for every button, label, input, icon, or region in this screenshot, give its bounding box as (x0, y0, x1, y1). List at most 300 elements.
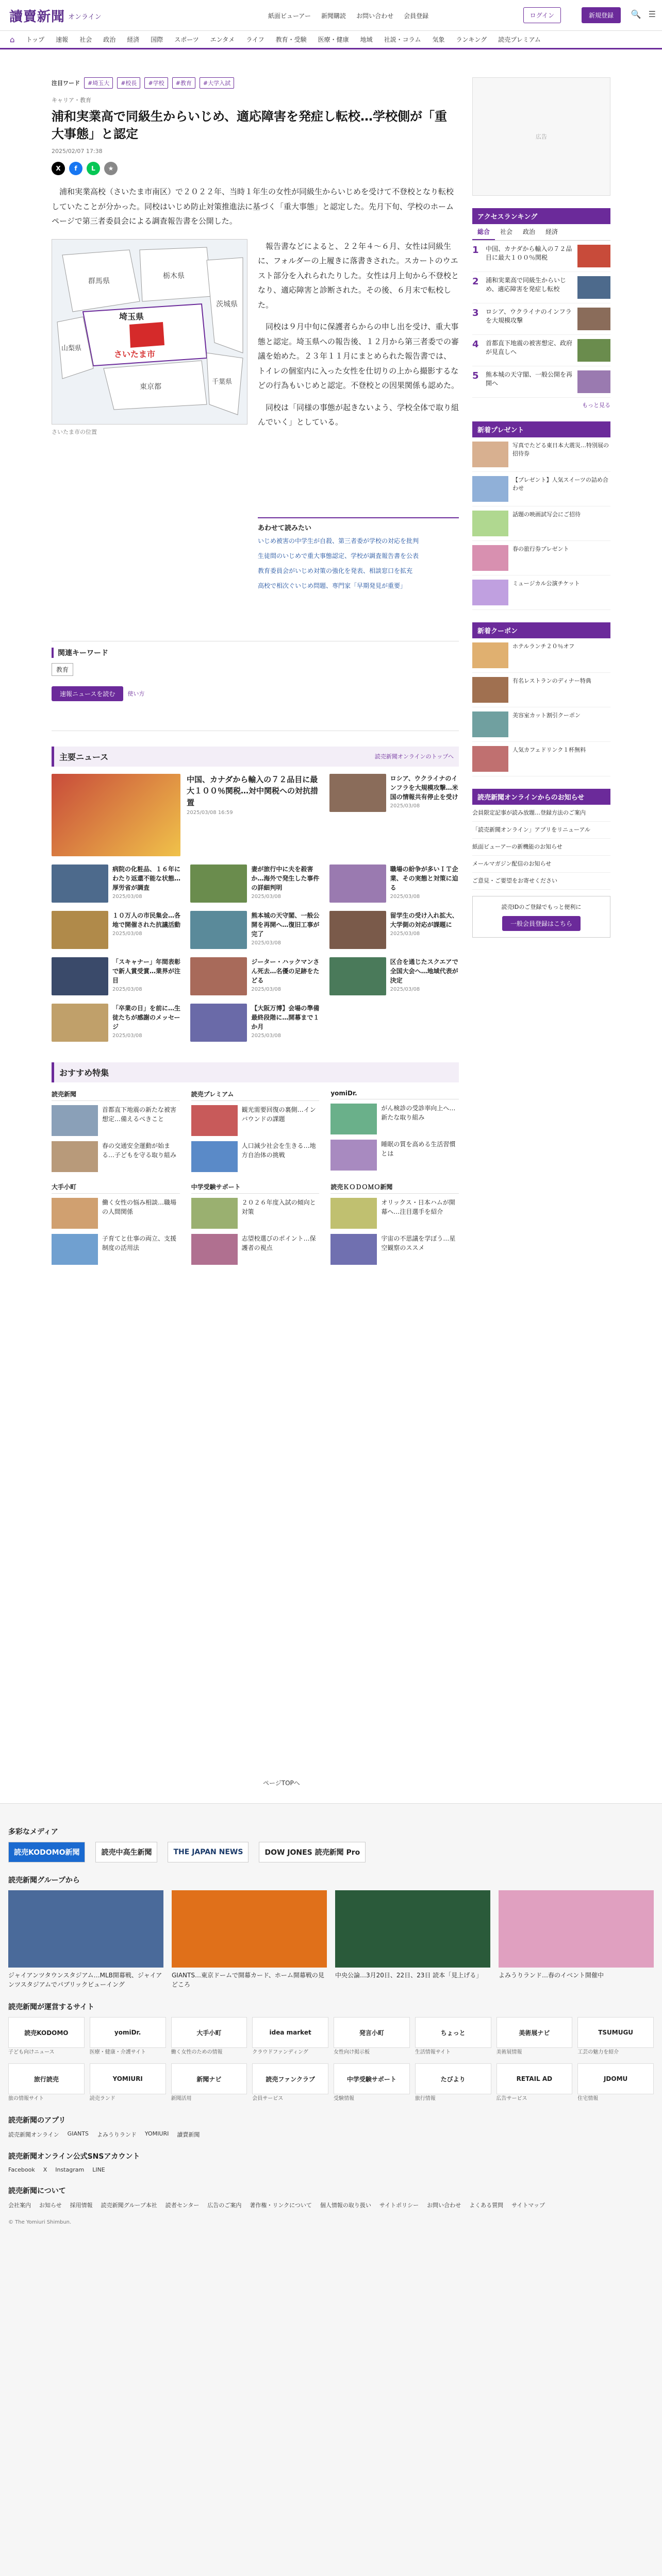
media-logo[interactable]: THE JAPAN NEWS (168, 1842, 249, 1862)
footer-link[interactable]: 読売新聞グループ本社 (101, 2202, 157, 2209)
service-logo: TSUMUGU (577, 2017, 654, 2048)
present-text: 写真でたどる東日本大震災…特別展の招待券 (512, 442, 609, 457)
service-card[interactable] (415, 2017, 491, 2056)
tag-link[interactable]: #埼玉大 (84, 77, 113, 89)
media-title: 多彩なメディア (8, 1828, 58, 1836)
site-logo-sub: オンライン (68, 13, 102, 21)
map-label: 東京都 (140, 382, 161, 391)
rank-thumbnail (577, 339, 610, 362)
keyword-title: 関連キーワード (52, 648, 459, 658)
news-title: ロシア、ウクライナのインフラを大規模攻撃…米国の情報共有停止を受け (390, 774, 458, 801)
map-label: 栃木県 (163, 272, 185, 280)
recommend-item[interactable] (191, 1234, 320, 1265)
coupon-thumbnail (472, 677, 508, 703)
recommend-thumbnail (330, 1198, 377, 1229)
present-text: ミュージカル公演チケット (512, 580, 580, 587)
service-desc: 住宅情報 (577, 2096, 599, 2102)
service-desc: 新聞活用 (171, 2096, 192, 2102)
recommend-category (191, 1090, 320, 1172)
main-news-header (52, 747, 459, 767)
info-block (472, 789, 610, 938)
recommend-category (191, 1182, 320, 1265)
ranking-more-link[interactable]: もっと見る (582, 402, 610, 409)
facebook-share-icon[interactable]: f (69, 162, 82, 175)
media-logo[interactable]: 読売KODOMO新聞 (8, 1842, 85, 1862)
recommend-item[interactable] (52, 1141, 180, 1172)
line-link[interactable]: LINE (92, 2166, 105, 2173)
nav-item[interactable]: ライフ (246, 36, 264, 43)
x-link[interactable]: X (43, 2166, 47, 2173)
service-desc: 医療・健康・介護サイト (89, 2049, 146, 2055)
service-logo: 中学受験サポート (334, 2063, 410, 2094)
news-card[interactable] (190, 865, 320, 903)
recommend-thumbnail (191, 1105, 238, 1136)
present-text: 春の旅行券プレゼント (512, 546, 569, 552)
service-desc: 美術展情報 (496, 2049, 522, 2055)
service-logo: 旅行読売 (8, 2063, 85, 2094)
app-link[interactable]: YOMIURI (144, 2130, 169, 2137)
register-button[interactable]: 新規登録 (582, 7, 621, 23)
service-desc: 工芸の魅力を紹介 (577, 2049, 619, 2055)
nav-item[interactable]: 教育・受験 (275, 36, 307, 43)
recommend-title: 春の交通安全運動が始まる…子どもを守る取り組み (102, 1142, 177, 1159)
service-logo: yomiDr. (90, 2017, 166, 2048)
apps-title: 読売新聞のアプリ (8, 2116, 66, 2125)
service-card[interactable] (252, 2017, 328, 2056)
info-item[interactable] (472, 805, 610, 822)
recommend-category-name[interactable]: 読売ＫＯＤＯＭＯ新聞 (330, 1182, 459, 1194)
article-paragraph: 報告書などによると、２２年４〜６月、女性は同級生に、フォルダーの上履きに落書きされた。スカートのウエスト部分を入れられたりした。女性は月上旬から不登校となり、適応障害と診断された。その後、６月末で転校した。 (258, 241, 459, 310)
service-desc: 会員サービス (252, 2096, 284, 2102)
nav-item[interactable]: 医療・健康 (318, 36, 349, 43)
services-grid (8, 2017, 654, 2103)
news-thumbnail (329, 865, 386, 903)
nav-item[interactable]: 社会 (79, 36, 92, 43)
ranking-item[interactable] (472, 335, 610, 366)
service-desc: 旅行情報 (415, 2096, 436, 2102)
service-logo: 発言小町 (334, 2017, 410, 2048)
nav-item[interactable]: 政治 (103, 36, 116, 43)
map-label: さいたま市 (114, 349, 156, 359)
group-caption: 中央公論…3月20日、22日、23日 読本「見上げる」 (335, 1972, 483, 1979)
footer-link[interactable]: 会社案内 (8, 2202, 31, 2209)
site-logo[interactable]: 讀賣新聞 (9, 9, 65, 25)
map-label: 山梨県 (61, 344, 82, 352)
recommend-item[interactable] (330, 1140, 459, 1171)
share-buttons (52, 162, 459, 175)
ranking-block (472, 208, 610, 409)
news-card[interactable] (190, 1004, 320, 1042)
present-item[interactable] (472, 472, 610, 506)
news-thumbnail (329, 774, 386, 812)
news-time: 2025/03/08 (390, 803, 420, 809)
header-link[interactable]: 会員登録 (404, 12, 429, 20)
instagram-link[interactable]: Instagram (55, 2166, 85, 2173)
recommend-thumbnail (330, 1104, 377, 1134)
nav-item[interactable]: 地域 (360, 36, 373, 43)
service-desc: 広告サービス (496, 2096, 527, 2102)
sns-row (8, 2166, 654, 2173)
news-time: 2025/03/08 (251, 1032, 281, 1039)
breadcrumb[interactable]: キャリア・教育 (52, 97, 91, 104)
nav-item[interactable]: 国際 (151, 36, 163, 43)
news-card[interactable] (190, 957, 320, 995)
apps-row (8, 2130, 654, 2139)
nav-item[interactable]: 社説・コラム (384, 36, 421, 43)
facebook-link[interactable]: Facebook (8, 2166, 35, 2173)
menu-icon[interactable]: ☰ (648, 9, 656, 19)
news-time: 2025/03/08 16:59 (187, 810, 233, 816)
service-card[interactable] (577, 2063, 654, 2103)
service-card[interactable] (334, 2017, 410, 2056)
service-card[interactable] (415, 2063, 491, 2103)
ranking-title: アクセスランキング (472, 208, 610, 224)
recommend-title: オリックス・日本ハムが開幕へ…注目選手を紹介 (381, 1198, 455, 1215)
recommend-item[interactable] (52, 1234, 180, 1265)
ranking-item[interactable] (472, 272, 610, 303)
rank-title: ロシア、ウクライナのインフラを大規模攻撃 (486, 308, 572, 325)
section-title: 主要ニュース (59, 752, 109, 762)
recommend-category (52, 1090, 180, 1172)
service-card[interactable] (171, 2017, 247, 2056)
service-card[interactable] (496, 2063, 573, 2103)
global-nav (0, 31, 662, 49)
footer-link[interactable]: 広告のご案内 (207, 2202, 242, 2209)
ranking-tab[interactable]: 総合 (472, 224, 495, 240)
recommend-title: 志望校選びのポイント…保護者の視点 (241, 1234, 316, 1251)
news-thumbnail (190, 1004, 247, 1042)
coupon-block (472, 622, 610, 776)
group-grid (8, 1890, 654, 1989)
app-link[interactable]: 読売新聞オンライン (8, 2131, 59, 2138)
present-item[interactable] (472, 575, 610, 610)
breaking-news-button[interactable]: 速報ニュースを読む (52, 686, 123, 701)
recommend-thumbnail (330, 1234, 377, 1265)
site-header (0, 0, 662, 31)
recommend-item[interactable] (330, 1104, 459, 1134)
rank-title: 首都直下地震の被害想定、政府が見直しへ (486, 340, 573, 356)
nav-item[interactable]: エンタメ (210, 36, 235, 43)
group-thumbnail (172, 1890, 327, 1968)
about-title: 読売新聞について (8, 2187, 66, 2195)
main-column (52, 77, 459, 1265)
ranking-item[interactable] (472, 241, 610, 272)
service-card[interactable] (577, 2017, 654, 2056)
present-item[interactable] (472, 541, 610, 575)
recommend-item[interactable] (191, 1198, 320, 1229)
coupon-item[interactable] (472, 673, 610, 707)
rank-number: 5 (472, 370, 479, 381)
map-graphic (52, 240, 247, 424)
service-logo: JDOMU (577, 2063, 654, 2094)
news-card[interactable] (329, 957, 459, 995)
recommend-item[interactable] (191, 1105, 320, 1136)
coupon-thumbnail (472, 746, 508, 772)
ranking-tab[interactable]: 政治 (523, 228, 536, 235)
news-time: 2025/03/08 (251, 893, 281, 900)
group-card[interactable] (172, 1890, 327, 1989)
news-title: 熊本城の天守閣、一般公開を再開へ…復旧工事が完了 (251, 911, 320, 938)
map-label: 埼玉県 (119, 311, 144, 321)
info-text: 「読売新聞オンライン」アプリをリニューアル (472, 826, 591, 833)
service-card[interactable] (496, 2017, 573, 2056)
news-card[interactable] (52, 911, 181, 949)
info-item[interactable] (472, 839, 610, 856)
article-text (258, 239, 459, 437)
recommend-title: 睡眠の質を高める生活習慣とは (381, 1140, 456, 1157)
news-card[interactable] (52, 957, 181, 995)
news-card[interactable] (52, 1004, 181, 1042)
service-logo: ちょっと (415, 2017, 491, 2048)
home-icon[interactable]: ⌂ (10, 35, 15, 44)
group-thumbnail (8, 1890, 163, 1968)
service-card[interactable] (334, 2063, 410, 2103)
news-thumbnail (329, 957, 386, 995)
coupon-text: ホテルランチ２０％オフ (512, 643, 575, 650)
rank-title: 中国、カナダから輸入の７２品目に最大１００％関税 (486, 245, 572, 262)
news-title: 「スキャナー」年間表彰で新人賞受賞…業界が注目 (112, 958, 181, 984)
ranking-item[interactable] (472, 366, 610, 398)
page-top-link[interactable]: ページTOPへ (263, 1780, 300, 1787)
nav-item[interactable]: 経済 (127, 36, 140, 43)
footer-link[interactable]: サイトポリシー (379, 2202, 419, 2209)
id-register-text: 読売IDのご登録でもっと便利に (501, 903, 582, 910)
recommend-item[interactable] (330, 1234, 459, 1265)
service-desc: クラウドファンディング (252, 2049, 308, 2055)
app-link[interactable]: GIANTS (67, 2130, 89, 2137)
location-map (52, 239, 247, 425)
recommend-item[interactable] (330, 1198, 459, 1229)
recommend-title: 子育てと仕事の両立、支援制度の活用法 (102, 1234, 177, 1251)
present-item[interactable] (472, 437, 610, 472)
news-card-featured[interactable] (52, 774, 320, 856)
recommend-item[interactable] (52, 1198, 180, 1229)
feature-block (52, 774, 320, 856)
recommend-category-name[interactable]: 読売プレミアム (191, 1090, 320, 1101)
rank-number: 1 (472, 245, 479, 256)
map-caption: さいたま市の位置 (52, 428, 97, 435)
service-card[interactable] (252, 2063, 328, 2103)
x-share-icon[interactable]: X (52, 162, 65, 175)
article-lead: 浦和実業高校（さいたま市南区）で２０２２年、当時１年生の女性が同級生からいじめを受けて不登校となり転校していたことが分かった。同校はいじめ防止対策推進法に基づく「重大事態」と認定した。先月下旬、学校のホームページで第三者委員会による調査報告書を公開した。 (52, 187, 454, 226)
service-card[interactable] (90, 2017, 166, 2056)
nav-item[interactable]: 読売プレミアム (498, 36, 541, 43)
news-thumbnail (190, 957, 247, 995)
app-link[interactable]: よみうりランド (96, 2131, 137, 2138)
group-card[interactable] (499, 1890, 654, 1989)
service-logo: たびより (415, 2063, 491, 2094)
header-link[interactable]: 新聞購読 (321, 12, 346, 20)
service-desc: 女性向け掲示板 (334, 2049, 370, 2055)
footer-link[interactable]: お知らせ (39, 2202, 62, 2209)
nav-item[interactable]: 速報 (56, 36, 69, 43)
howto-link[interactable]: 使い方 (127, 690, 145, 698)
service-desc: 読売ランド (89, 2096, 115, 2102)
login-button[interactable]: ログイン (523, 7, 561, 23)
news-thumbnail (52, 865, 108, 903)
news-title: 中国、カナダから輸入の７２品目に最大１００％関税…対中関税への対抗措置 (187, 774, 319, 807)
group-caption: GIANTS…東京ドームで開幕カード、ホーム開幕戦の見どころ (172, 1972, 324, 1988)
service-desc: 生活情報サイト (415, 2049, 451, 2055)
news-card[interactable] (52, 865, 181, 903)
related-link[interactable]: 教育委員会がいじめ対策の強化を発表、相談窓口を拡充 (258, 567, 413, 575)
service-desc: 旅の情報サイト (8, 2096, 44, 2102)
rank-title: 熊本城の天守閣、一般公開を再開へ (486, 371, 573, 387)
news-title: 妻が旅行中に夫を殺害か…海外で発生した事件の詳細判明 (251, 865, 320, 891)
service-desc: 働く女性のための情報 (171, 2049, 223, 2055)
recommend-category-name[interactable]: 読売新聞 (52, 1090, 180, 1101)
service-logo: RETAIL AD (496, 2063, 573, 2094)
group-card[interactable] (335, 1890, 490, 1989)
info-text: 紙面ビューアーの新機能のお知らせ (472, 843, 562, 850)
sidebar (472, 77, 610, 950)
map-label: 茨城県 (216, 300, 238, 309)
service-card[interactable] (90, 2063, 166, 2103)
search-icon[interactable]: 🔍 (631, 9, 641, 19)
map-label: 千葉県 (212, 378, 233, 386)
recommend-thumbnail (52, 1234, 98, 1265)
recommend-title: ２０２６年度入試の傾向と対策 (241, 1198, 316, 1215)
map-label: 群馬県 (88, 277, 110, 285)
news-time: 2025/03/08 (251, 986, 281, 992)
service-card[interactable] (8, 2017, 85, 2056)
news-card[interactable] (329, 911, 459, 949)
recommend-title: 働く女性の悩み相談…職場の人間関係 (102, 1198, 177, 1215)
present-thumbnail (472, 545, 508, 571)
service-logo: 大手小町 (171, 2017, 247, 2048)
bookmark-icon[interactable]: ★ (104, 162, 118, 175)
nav-item[interactable]: スポーツ (174, 36, 199, 43)
related-link[interactable]: 高校で相次ぐいじめ問題、専門家「早期発見が重要」 (258, 582, 407, 590)
footer-link[interactable]: サイトマップ (511, 2202, 545, 2209)
group-thumbnail (335, 1890, 490, 1968)
service-card[interactable] (8, 2063, 85, 2103)
header-link[interactable]: お問い合わせ (356, 12, 394, 20)
group-title: 読売新聞グループから (8, 1876, 80, 1885)
nav-item[interactable]: 気象 (432, 36, 445, 43)
news-title: 留学生の受け入れ拡大、大学側の対応が課題に (390, 911, 458, 928)
present-title: 新着プレゼント (472, 421, 610, 437)
id-register-button[interactable]: 一般会員登録はこちら (502, 916, 581, 931)
app-link[interactable]: 讀賣新聞 (177, 2131, 200, 2138)
recommend-item[interactable] (191, 1141, 320, 1172)
ranking-tab[interactable]: 経済 (545, 228, 558, 235)
main-news-more-link[interactable]: 読売新聞オンラインのトップへ (374, 753, 454, 760)
rank-number: 2 (472, 276, 479, 287)
news-card[interactable] (329, 865, 459, 903)
recommend-category-name[interactable]: yomiDr. (330, 1090, 459, 1099)
sidebar-ad (472, 77, 610, 196)
related-link[interactable]: 生徒間のいじめで重大事態認定、学校が調査報告書を公表 (258, 552, 419, 560)
info-item[interactable] (472, 873, 610, 890)
group-card[interactable] (8, 1890, 163, 1989)
service-card[interactable] (171, 2063, 247, 2103)
coupon-thumbnail (472, 642, 508, 668)
nav-item[interactable]: トップ (26, 36, 45, 43)
media-logo[interactable]: 読売中高生新聞 (95, 1842, 157, 1862)
news-button-row (52, 686, 459, 701)
recommend-thumbnail (191, 1198, 238, 1229)
recommend-thumbnail (52, 1105, 98, 1136)
news-card[interactable] (190, 911, 320, 949)
tag-link[interactable]: #学校 (144, 77, 168, 89)
keyword-chip[interactable]: 教育 (52, 663, 73, 676)
nav-item[interactable]: ランキング (456, 36, 487, 43)
media-logo[interactable]: DOW JONES 読売新聞 Pro (259, 1842, 366, 1862)
news-card[interactable] (329, 774, 459, 856)
present-thumbnail (472, 476, 508, 502)
site-footer (0, 1803, 662, 2576)
tag-link[interactable]: #教育 (172, 77, 195, 89)
present-block (472, 421, 610, 610)
news-title: 病院の化粧品、１６年にわたり返還不能な状態…厚労省が調査 (112, 865, 181, 891)
id-register-box (472, 896, 610, 938)
recommend-category-name[interactable]: 中学受験サポート (191, 1182, 320, 1194)
ad-divider (52, 717, 459, 731)
info-title: 読売新聞オンラインからのお知らせ (472, 789, 610, 805)
rank-title: 浦和実業高で同級生からいじめ、適応障害を発症し転校 (486, 277, 567, 293)
recommend-thumbnail (330, 1140, 377, 1171)
news-thumbnail (190, 865, 247, 903)
news-time: 2025/03/08 (390, 893, 420, 900)
footer-link[interactable]: よくある質問 (469, 2202, 504, 2209)
info-text: 会員限定記事が読み放題…登録方法のご案内 (472, 809, 586, 816)
ad-banner[interactable]: 広告 (472, 77, 610, 196)
news-thumbnail (52, 911, 108, 949)
article-paragraph: 同校は９月中旬に保護者らからの申し出を受け、重大事態と認定。埼玉県への報告後、１２月から第三者委での審議を始めた。２３年１１月にまとめられた報告書では、トイレの個室内に入った女性を仕切りの上から撮影するなどの行為もいじめと認定。不登校との因果関係も認めた。 (258, 322, 459, 391)
tag-link[interactable]: #校長 (117, 77, 140, 89)
ranking-tab[interactable]: 社会 (500, 228, 513, 235)
article-datetime: 2025/02/07 17:38 (52, 148, 103, 155)
footer-inner (8, 1814, 654, 2225)
tag-link[interactable]: #大学入試 (200, 77, 234, 89)
ranking-item[interactable] (472, 303, 610, 335)
related-link[interactable]: いじめ被害の中学生が自殺、第三者委が学校の対応を批判 (258, 537, 419, 545)
recommend-thumbnail (52, 1141, 98, 1172)
line-share-icon[interactable]: L (87, 162, 100, 175)
footer-link[interactable]: 著作権・リンクについて (250, 2202, 312, 2209)
header-link[interactable]: 紙面ビューアー (268, 12, 311, 20)
service-logo: idea market (252, 2017, 328, 2048)
coupon-item[interactable] (472, 742, 610, 776)
coupon-item[interactable] (472, 638, 610, 673)
group-caption: よみうりランド…春のイベント開催中 (499, 1972, 604, 1979)
news-time: 2025/03/08 (112, 1032, 142, 1039)
present-thumbnail (472, 442, 508, 467)
rank-number: 4 (472, 339, 479, 350)
coupon-thumbnail (472, 711, 508, 737)
ranking-tabs (472, 224, 610, 241)
present-text: 【プレゼント】人気スイーツの詰め合わせ (512, 477, 608, 492)
recommend-item[interactable] (52, 1105, 180, 1136)
coupon-item[interactable] (472, 707, 610, 742)
news-title: 「卒業の日」を前に…生徒たちが感謝のメッセージ (112, 1004, 181, 1030)
recommend-category-name[interactable]: 大手小町 (52, 1182, 180, 1194)
present-item[interactable] (472, 506, 610, 541)
footer-link[interactable]: 採用情報 (70, 2202, 93, 2209)
news-title: １０万人の市民集会…各地で開催された抗議活動 (112, 911, 181, 928)
news-thumbnail (190, 911, 247, 949)
footer-link[interactable]: 読者センター (165, 2202, 200, 2209)
tags-label: 注目ワード (52, 80, 80, 87)
recommend-title: 人口減少社会を生きる…地方自治体の挑戦 (241, 1142, 316, 1159)
news-thumbnail (52, 774, 180, 856)
news-title: 区合を通じたスクエアで全国大会へ…地域代表が決定 (390, 958, 458, 984)
info-item[interactable] (472, 856, 610, 873)
footer-link[interactable]: 個人情報の取り扱い (320, 2202, 371, 2209)
footer-link[interactable]: お問い合わせ (427, 2202, 461, 2209)
info-item[interactable] (472, 822, 610, 839)
